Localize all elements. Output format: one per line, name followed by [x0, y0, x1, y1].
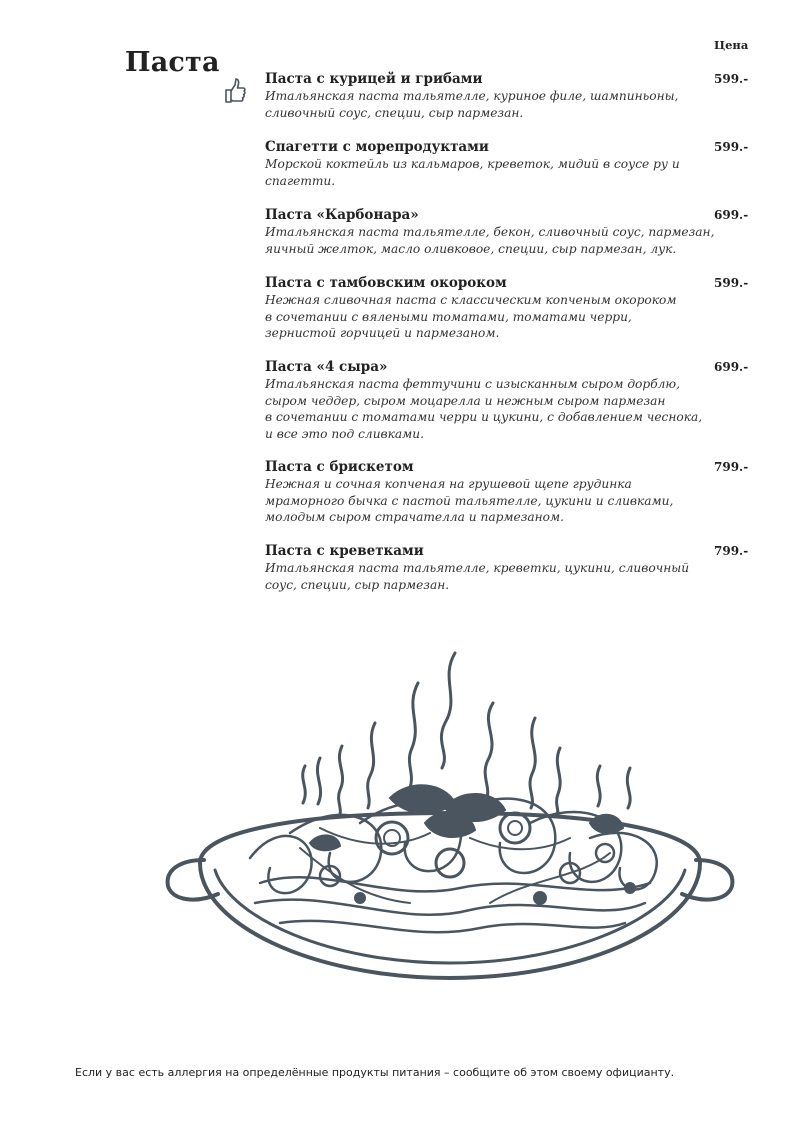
menu-item: [265, 71, 785, 121]
menu-item: [265, 207, 785, 257]
item-name: Паста с креветками: [265, 543, 424, 559]
item-price: 599.-: [714, 72, 749, 86]
item-description: [265, 560, 715, 593]
item-desc-line: Нежная сливочная паста с классическим копченым окороком: [265, 293, 677, 307]
item-description: [265, 224, 715, 257]
item-description: [265, 292, 715, 342]
thumbs-up-icon: [222, 76, 248, 106]
item-desc-line: яичный желток, масло оливковое, специи, сыр пармезан, лук.: [265, 241, 677, 256]
price-column-header: Цена: [714, 38, 749, 52]
item-name: Паста с тамбовским окороком: [265, 275, 507, 291]
menu-item: [265, 275, 785, 342]
menu-item: [265, 139, 785, 189]
page-title: Паста: [125, 47, 220, 78]
item-description: [265, 476, 715, 526]
item-name: Спагетти с морепродуктами: [265, 139, 489, 155]
item-desc-line: соус, специи, сыр пармезан.: [265, 577, 450, 592]
item-desc-line: сливочный соус, специи, сыр пармезан.: [265, 105, 524, 120]
item-desc-line: в сочетании с вялеными томатами, томатами черри,: [265, 309, 632, 324]
allergy-footer-note: Если у вас есть аллергия на определённые продукты питания – сообщите об этом своему официанту.: [75, 1066, 675, 1079]
item-price: 699.-: [714, 360, 749, 374]
item-desc-line: зернистой горчицей и пармезаном.: [265, 326, 500, 341]
item-desc-line: в сочетании с томатами черри и цукини, с добавлением чеснока,: [265, 410, 703, 425]
item-price: 599.-: [714, 276, 749, 290]
item-price: 799.-: [714, 460, 749, 474]
item-desc-line: Итальянская паста феттучини с изысканным сыром дорблю,: [265, 377, 680, 391]
item-desc-line: спагетти.: [265, 173, 336, 188]
item-desc-line: Итальянская паста тальятелле, куриное филе, шампиньоны,: [265, 89, 679, 103]
item-desc-line: Итальянская паста тальятелле, креветки, цукини, сливочный: [265, 561, 690, 575]
item-description: [265, 156, 715, 189]
item-desc-line: Нежная и сочная копченая на грушевой щепе грудинка: [265, 477, 632, 491]
item-desc-line: сыром чеддер, сыром моцарелла и нежным сыром пармезан: [265, 393, 666, 408]
item-name: Паста с курицей и грибами: [265, 71, 483, 87]
item-description: [265, 88, 715, 121]
item-desc-line: и все это под сливками.: [265, 427, 425, 442]
item-name: Паста «Карбонара»: [265, 207, 419, 223]
item-desc-line: Итальянская паста тальятелле, бекон, сливочный соус, пармезан,: [265, 225, 715, 239]
pasta-bowl-illustration: [160, 648, 740, 1028]
item-price: 699.-: [714, 208, 749, 222]
menu-item: [265, 543, 785, 593]
item-name: Паста с брискетом: [265, 459, 414, 475]
menu-item: [265, 359, 785, 443]
item-name: Паста «4 сыра»: [265, 359, 388, 375]
item-desc-line: молодым сыром страчателла и пармезаном.: [265, 510, 564, 525]
item-price: 799.-: [714, 544, 749, 558]
item-desc-line: мраморного бычка с пастой тальятелле, цукини и сливками,: [265, 493, 674, 508]
menu-item: [265, 459, 785, 526]
item-desc-line: Морской коктейль из кальмаров, креветок, мидий в соусе ру и: [265, 157, 680, 171]
item-description: [265, 376, 715, 443]
item-price: 599.-: [714, 140, 749, 154]
